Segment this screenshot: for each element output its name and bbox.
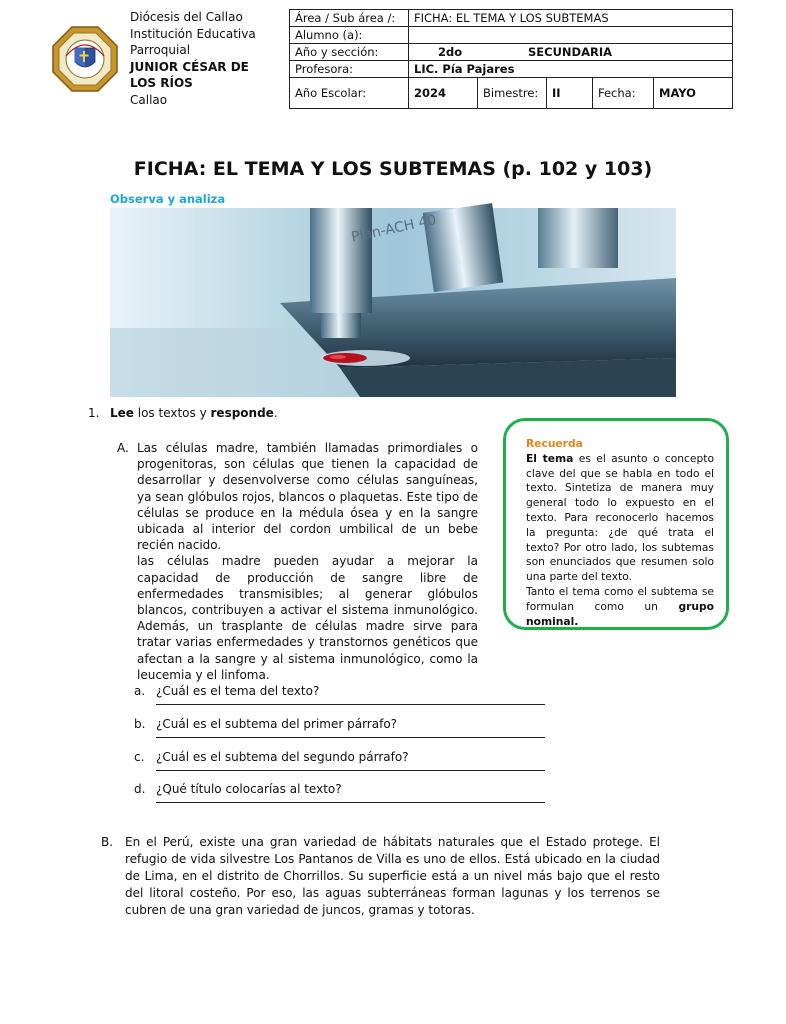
school-logo <box>52 26 118 92</box>
school-name: JUNIOR CÉSAR DE LOS RÍOS <box>130 59 249 90</box>
page-title: FICHA: EL TEMA Y LOS SUBTEMAS (p. 102 y 103) <box>133 158 653 180</box>
passage-b-letter: B. <box>101 835 114 849</box>
sub-question-text: ¿Cuál es el subtema del segundo párrafo? <box>156 750 409 764</box>
school-line-institution: Institución Educativa <box>130 26 256 41</box>
passage-a <box>117 440 478 682</box>
nivel-value: SECUNDARIA <box>528 45 613 59</box>
anio-escolar-value: 2024 <box>409 78 478 109</box>
recuerda-grupo-text: Tanto el tema como el subtema se formulan como un grupo nominal. <box>526 584 714 628</box>
recuerda-box <box>503 418 729 630</box>
sub-question-letter: c. <box>134 750 145 764</box>
profesora-value: LIC. Pía Pajares <box>409 61 733 78</box>
area-value: FICHA: EL TEMA Y LOS SUBTEMAS <box>409 10 733 27</box>
profesora-label: Profesora: <box>290 61 409 78</box>
sub-question-text: ¿Cuál es el subtema del primer párrafo? <box>156 717 398 731</box>
area-label: Área / Sub área /: <box>290 10 409 27</box>
sub-question-letter: d. <box>134 782 146 796</box>
answer-line-c[interactable] <box>156 770 545 771</box>
passage-b-text: En el Perú, existe una gran variedad de hábitats naturales que el Estado protege. El refugio de vida silvestre Los Pantanos de Villa es uno de ellos. Está ubicado en la ciudad de Lima, en el distrito de Chorrillos. Su superficie está a un nivel más bajo que el resto del litoral costeño. Por eso, las aguas subterráneas forman lagunas y los terrenos se cubren de una gran variedad de juncos, gramas y totoras. <box>125 835 660 917</box>
answer-line-a[interactable] <box>156 704 545 705</box>
bimestre-label: Bimestre: <box>478 78 547 109</box>
question-1-text: Lee los textos y responde. <box>110 406 278 420</box>
fecha-label: Fecha: <box>593 78 654 109</box>
school-line-parroquial: Parroquial <box>130 43 191 57</box>
alumno-label: Alumno (a): <box>290 27 409 44</box>
sub-question-text: ¿Cuál es el tema del texto? <box>156 684 320 698</box>
question-1-number: 1. <box>88 406 100 420</box>
alumno-field[interactable] <box>409 27 733 44</box>
microscope-photo <box>110 208 676 397</box>
school-line-diocese: Diócesis del Callao <box>130 10 243 24</box>
sub-question-letter: b. <box>134 717 146 731</box>
passage-a-paragraph-1: Las células madre, también llamadas primordiales o progenitoras, son células que tienen la capacidad de desarrollar y desenvolverse como células sanguíneas, ya sean glóbulos rojos, blancos o plaquetas. Este tipo de células se produce en la médula ósea y en la sangre ubicada al interior del cordon umbilical de un bebe recién nacido. <box>137 441 478 553</box>
anio-seccion-label: Año y sección: <box>290 44 409 61</box>
bimestre-value: II <box>547 78 593 109</box>
sub-question-letter: a. <box>134 684 146 698</box>
answer-line-b[interactable] <box>156 737 545 738</box>
anio-seccion-value <box>409 44 733 61</box>
grado-value: 2do <box>438 45 463 59</box>
sub-question-text: ¿Qué título colocarías al texto? <box>156 782 342 796</box>
passage-a-paragraph-2: las células madre pueden ayudar a mejorar la capacidad de producción de sangre libre de enfermedades transmisibles; al generar glóbulos blancos, contribuyen a activar el sistema inmunológico. Además, un trasplante de células madre sirve para tratar varias enfermedades y transtornos genéticos que afectan a la sangre y al sistema inmunológico, como la leucemia y el linfoma. <box>137 554 478 682</box>
answer-line-d[interactable] <box>156 802 545 803</box>
passage-a-letter: A. <box>117 441 129 455</box>
recuerda-title: Recuerda <box>526 437 583 450</box>
observa-heading: Observa y analiza <box>110 192 226 206</box>
info-table <box>289 9 733 109</box>
objective-label: Plan-ACH 40 <box>349 212 438 246</box>
anio-escolar-label: Año Escolar: <box>290 78 409 109</box>
fecha-value: MAYO <box>654 78 733 109</box>
school-city: Callao <box>130 92 168 107</box>
school-header <box>130 9 270 108</box>
recuerda-tema-text: El tema es el asunto o concepto clave del que se habla en todo el texto. Sintetiza de manera muy general todo lo expuesto en el texto. Para reconocerlo hacemos la pregunta: ¿de qué trata el texto? Por otro lado, los subtemas son enunciados que resumen solo una parte del texto. <box>526 451 715 584</box>
